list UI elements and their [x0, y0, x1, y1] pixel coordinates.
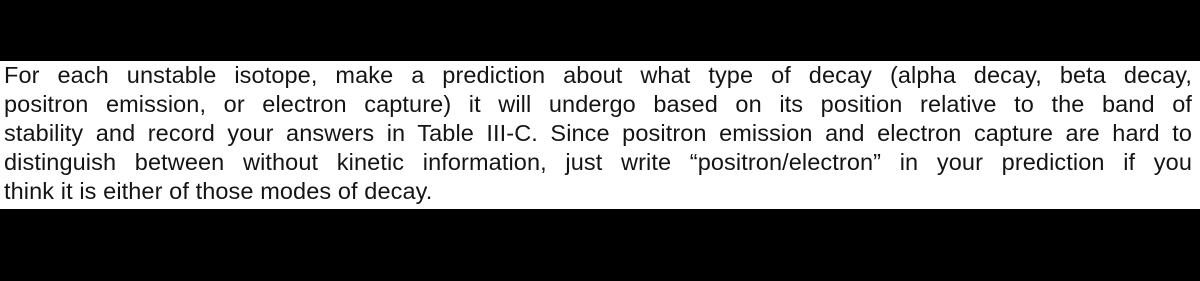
document-excerpt [0, 61, 1200, 209]
instruction-paragraph [0, 61, 1200, 206]
paragraph-line-3: stability and record your answers in Table III-C. Since positron emission and electron capture are hard to [4, 120, 1192, 146]
paragraph-line-4: distinguish between without kinetic information, just write “positron/electron” in your prediction if you [4, 149, 1192, 175]
paragraph-line-2: positron emission, or electron capture) it will undergo based on its position relative to the band of [4, 91, 1192, 117]
paragraph-line-1: For each unstable isotope, make a prediction about what type of decay (alpha decay, beta decay, [4, 62, 1192, 88]
paragraph-line-5: think it is either of those modes of decay. [4, 178, 433, 204]
